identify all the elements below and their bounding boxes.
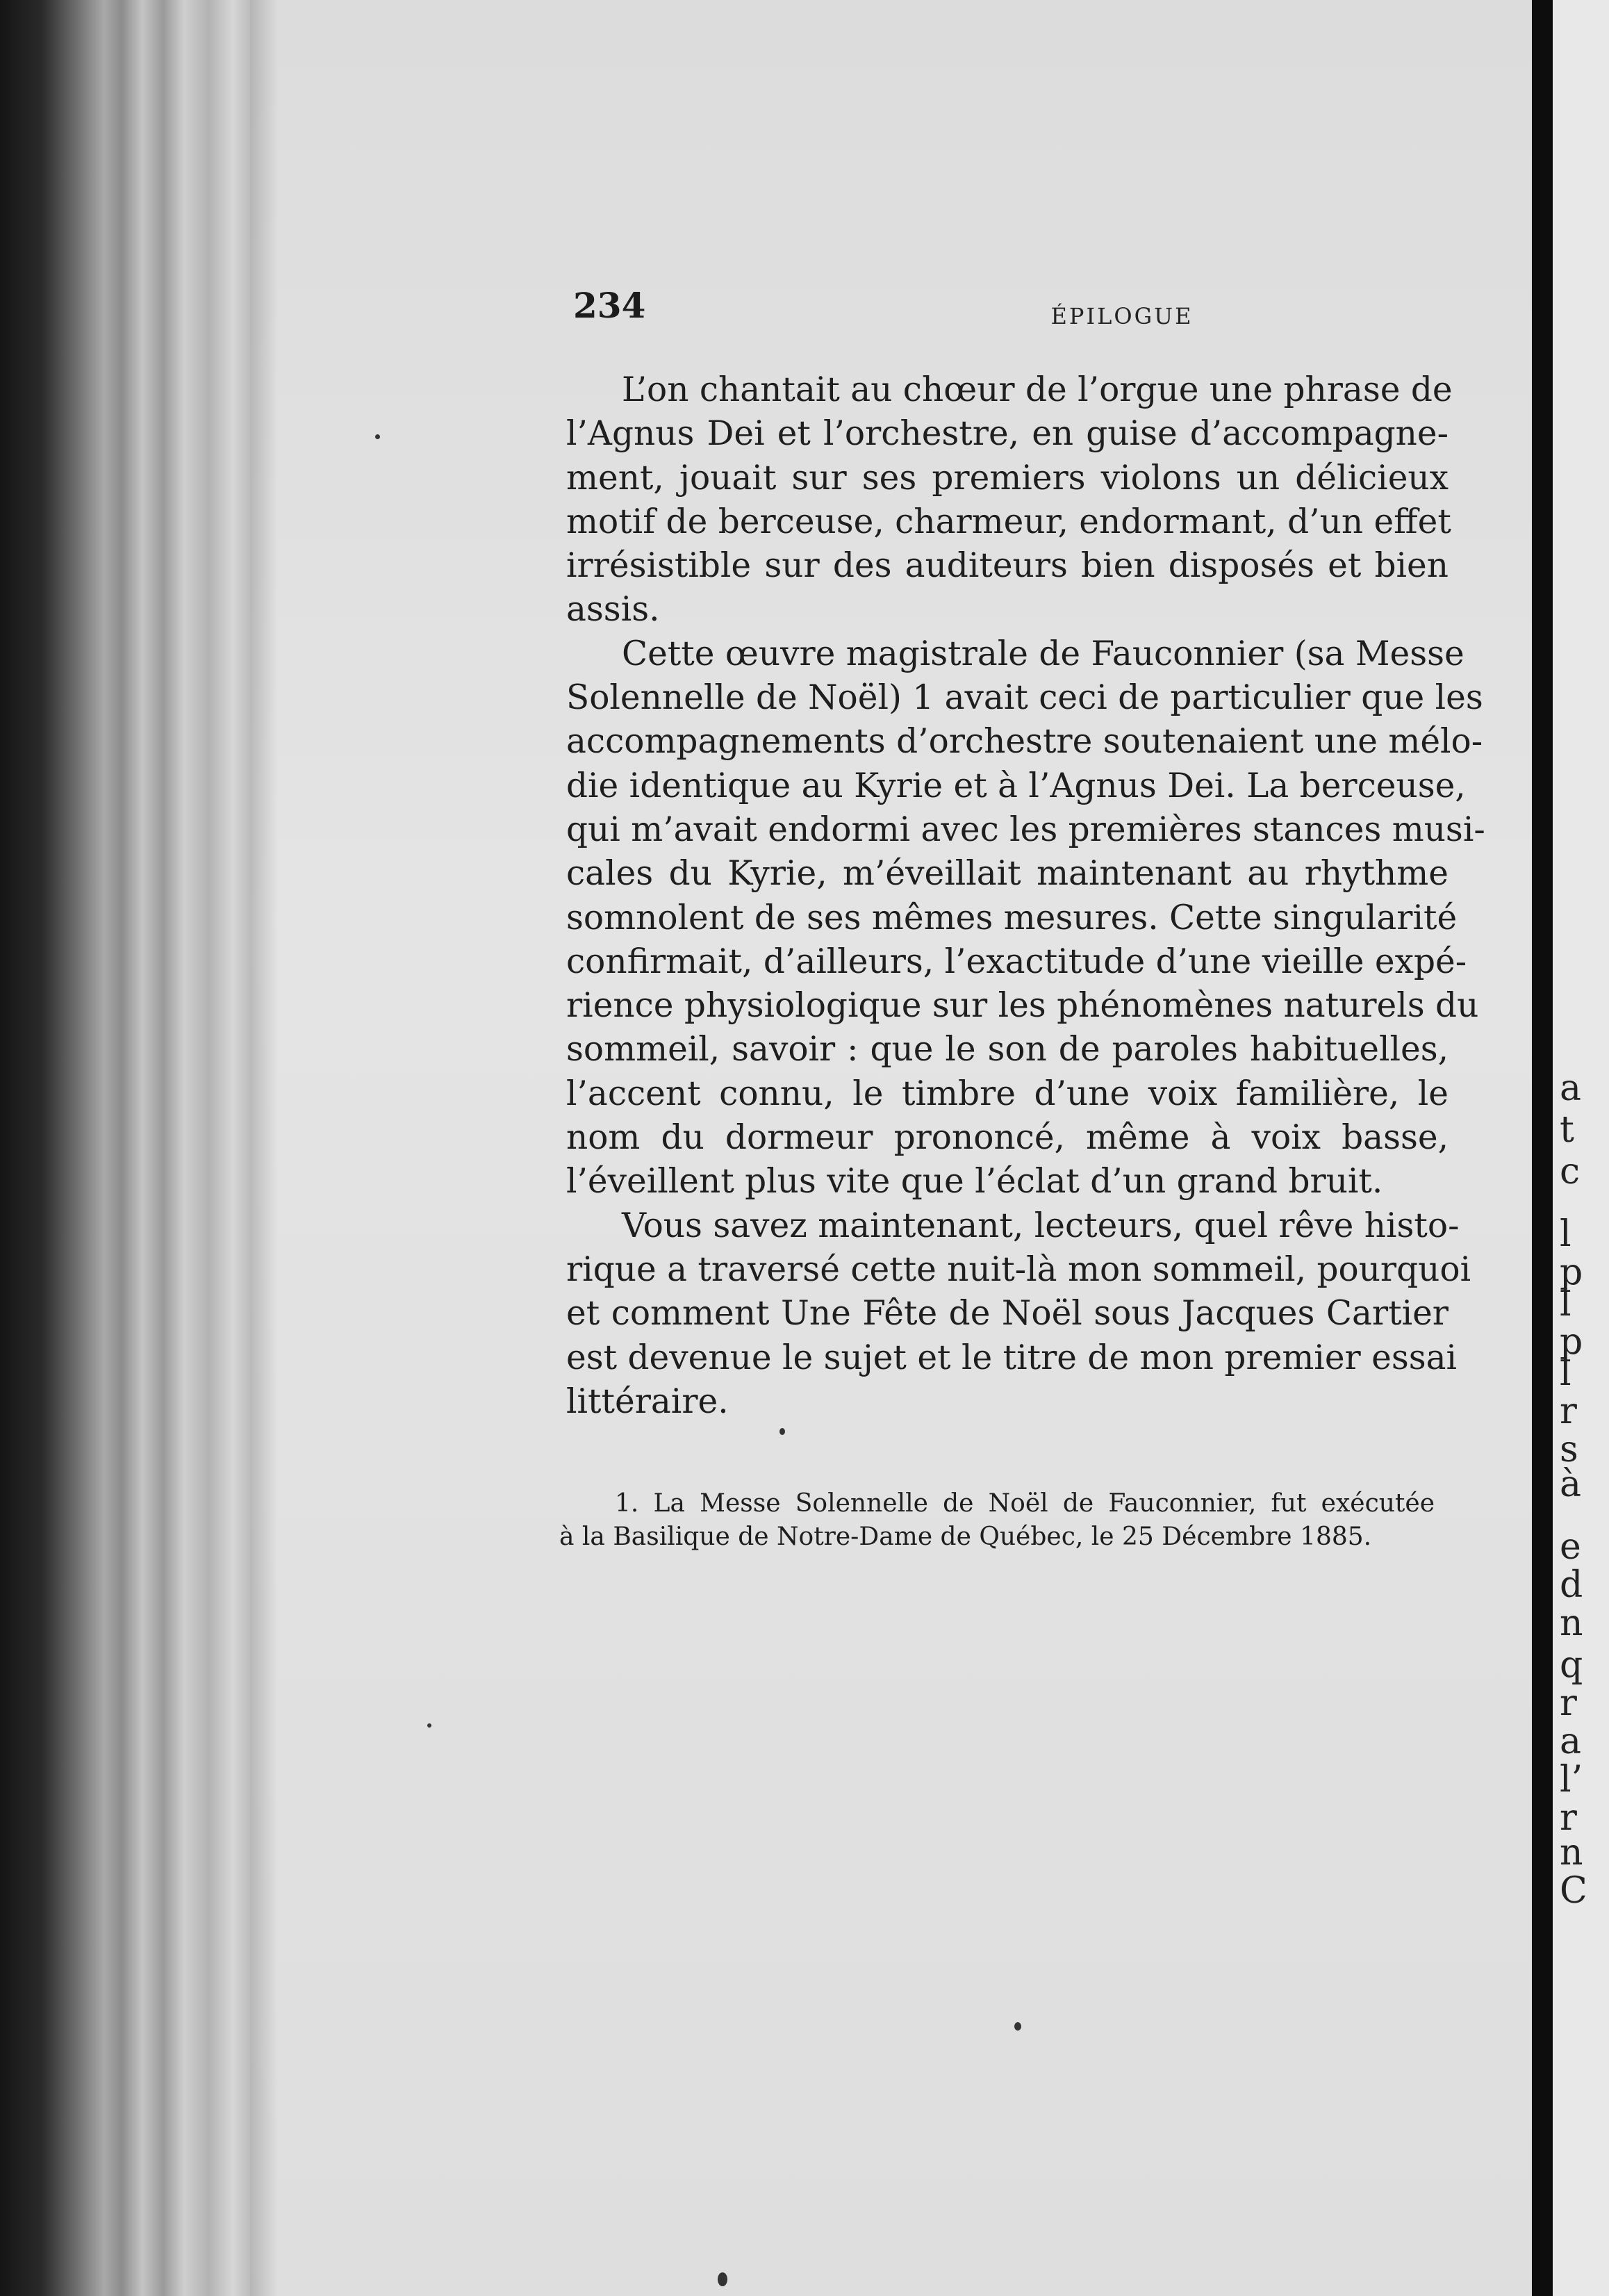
next-page-edge	[1553, 0, 1609, 2296]
text-line: assis.	[566, 590, 660, 630]
page-number: 234	[573, 285, 646, 326]
text-line: rique a traversé cette nuit-là mon sommeil, pourquoi	[566, 1249, 1471, 1289]
text-line: accompagnements d’orchestre soutenaient une mélo-	[566, 722, 1483, 762]
text-line: Vous savez maintenant, lecteurs, quel rêve histo-	[622, 1206, 1460, 1245]
paragraph-1	[566, 368, 1453, 632]
next-page-fragment: s	[1560, 1429, 1578, 1470]
text-line: l’accent connu, le timbre d’une voix familière, le	[566, 1074, 1449, 1113]
text-line: littéraire.	[566, 1381, 729, 1421]
text-line: rience physiologique sur les phénomènes naturels du	[566, 986, 1479, 1026]
next-page-fragment: n	[1560, 1602, 1583, 1644]
footnote-line: 1. La Messe Solennelle de Noël de Fauconnier, fut exécutée	[615, 1489, 1435, 1518]
paper-speck	[375, 434, 380, 439]
next-page-fragment: p	[1560, 1321, 1583, 1363]
next-page-fragment: q	[1560, 1644, 1583, 1686]
next-page-fragment: t	[1560, 1109, 1574, 1151]
text-line: motif de berceuse, charmeur, endormant, d’un effet	[566, 502, 1451, 541]
text-line: irrésistible sur des auditeurs bien disposés et bien	[566, 546, 1449, 586]
page-header	[573, 285, 1449, 334]
next-page-fragment: l	[1560, 1213, 1571, 1255]
text-line: cales du Kyrie, m’éveillait maintenant au rhythme	[566, 854, 1449, 894]
page-shadow	[250, 0, 278, 2296]
paragraph-3	[566, 1204, 1471, 1424]
text-line: est devenue le sujet et le titre de mon premier essai	[566, 1338, 1458, 1377]
text-line: die identique au Kyrie et à l’Agnus Dei. La berceuse,	[566, 766, 1466, 805]
next-page-fragment: l’	[1560, 1759, 1583, 1801]
text-line: ment, jouait sur ses premiers violons un délicieux	[566, 458, 1449, 498]
next-page-fragment: r	[1560, 1682, 1577, 1724]
book-edge	[0, 0, 278, 2296]
paper-speck	[1014, 2022, 1021, 2031]
text-line: nom du dormeur prononcé, même à voix basse,	[566, 1118, 1449, 1158]
gutter	[1532, 0, 1553, 2296]
next-page-fragment: r	[1560, 1797, 1577, 1839]
paper-speck	[718, 2272, 727, 2286]
next-page-fragment: l	[1560, 1352, 1571, 1394]
body-text	[566, 368, 1485, 1424]
paper-speck	[427, 1723, 431, 1728]
next-page-fragment: d	[1560, 1564, 1583, 1606]
text-line: l’éveillent plus vite que l’éclat d’un grand bruit.	[566, 1162, 1383, 1202]
footnote-line: à la Basilique de Notre-Dame de Québec, le 25 Décembre 1885.	[559, 1523, 1372, 1551]
text-line: sommeil, savoir : que le son de paroles habituelles,	[566, 1030, 1449, 1069]
text-line: l’Agnus Dei et l’orchestre, en guise d’accompagne-	[566, 414, 1449, 454]
text-line: L’on chantait au chœur de l’orgue une phrase de	[622, 370, 1453, 409]
paragraph-2	[566, 632, 1485, 1204]
next-page-fragment: l	[1560, 1283, 1571, 1325]
running-head: ÉPILOGUE	[1050, 303, 1194, 329]
text-line: et comment Une Fête de Noël sous Jacques Cartier	[566, 1294, 1449, 1334]
next-page-fragment: r	[1560, 1391, 1577, 1432]
next-page-fragment: c	[1560, 1151, 1581, 1192]
next-page-fragment: p	[1560, 1252, 1583, 1293]
text-line: qui m’avait endormi avec les premières stances musi-	[566, 810, 1485, 849]
footnote	[559, 1487, 1435, 1554]
next-page-fragment: à	[1560, 1463, 1582, 1505]
text-line: confirmait, d’ailleurs, l’exactitude d’une vieille expé-	[566, 942, 1467, 981]
text-line: Solennelle de Noël) 1 avait ceci de particulier que les	[566, 678, 1483, 718]
next-page-fragment: C	[1560, 1870, 1587, 1912]
next-page-fragment: a	[1560, 1067, 1582, 1109]
text-line: Cette œuvre magistrale de Fauconnier (sa Messe	[622, 634, 1464, 673]
next-page-fragment: e	[1560, 1526, 1581, 1568]
paper-speck	[779, 1428, 785, 1435]
text-line: somnolent de ses mêmes mesures. Cette singularité	[566, 898, 1458, 937]
next-page-fragment: n	[1560, 1832, 1583, 1873]
next-page-fragment: a	[1560, 1721, 1582, 1762]
